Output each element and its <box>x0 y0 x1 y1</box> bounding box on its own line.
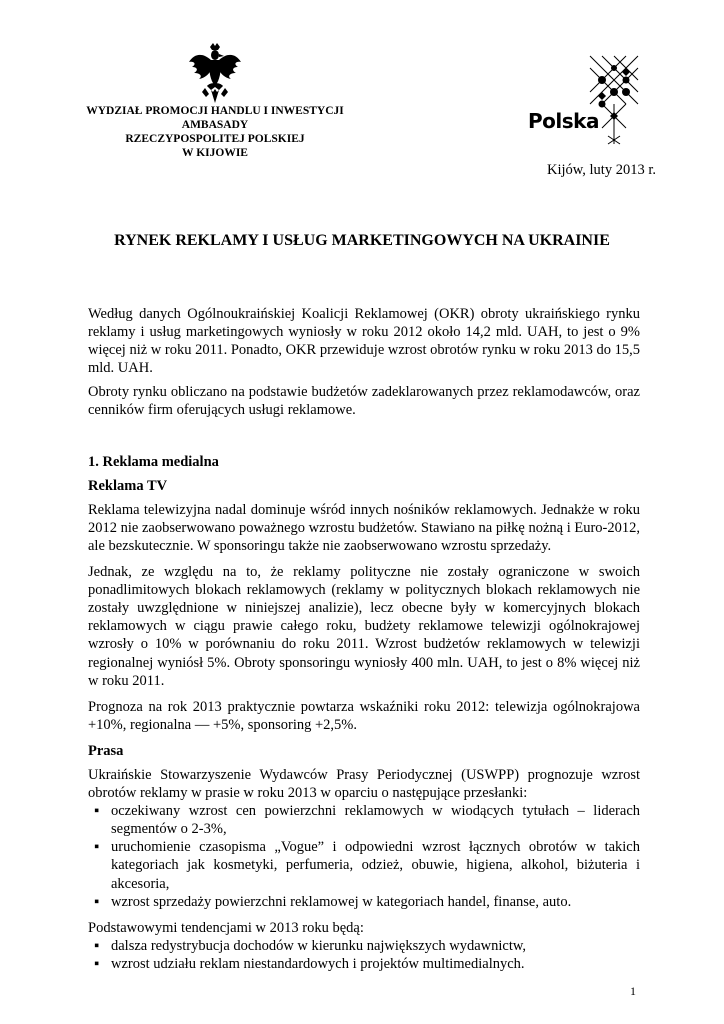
org-line: RZECZYPOSPOLITEJ POLSKIEJ <box>125 133 305 145</box>
organization-name <box>70 104 360 160</box>
bullet-icon: ▪ <box>94 893 100 910</box>
intro-paragraph: Według danych Ogólnoukraińskiej Koalicji Reklamowej (OKR) obroty ukraińskiego rynku reklamy i usług marketingowych wyniosły w roku 2012 około 14,2 mld. UAH, to jest o 9% więcej niż w roku 2011. Ponadto, OKR przewiduje wzrost obrotów rynku w roku 2013 do 15,5 mld. UAH. <box>88 306 640 377</box>
page-number: 1 <box>630 984 636 998</box>
tv-paragraph: Jednak, ze względu na to, że reklamy polityczne nie zostały ograniczone w swoich ponadlimitowych blokach reklamowych (reklamy w politycznych blokach reklamowych nie zostały uwzględnione w niniejszej analizie), lecz obecne były w komercyjnych blokach reklamowych w ciągu prawie całego roku, budżety reklamowe telewizji ogólnokrajowej wzrosły o 10% w porównaniu do roku 2011. Wzrost budżetów reklamowych w telewizji regionalnej wyniósł 5%. Obroty sponsoringu wyniosły 400 mln. UAH, to jest o 8% więcej niż w roku 2011. <box>88 564 640 689</box>
bullet-icon: ▪ <box>94 937 100 954</box>
list-item: ▪ wzrost sprzedaży powierzchni reklamowej w kategoriach handel, finanse, auto. <box>94 893 572 910</box>
list-item: ▪ uruchomienie czasopisma „Vogue” i odpowiedni wzrost łącznych obrotów w takich kategoriach jak kosmetyki, perfumeria, odzież, obuwie, higiena, alkohol, biżuteria i akcesoria, <box>94 839 640 892</box>
polska-logo-pattern-icon <box>528 48 646 148</box>
bullet-icon: ▪ <box>94 803 100 820</box>
press-intro: Ukraińskie Stowarzyszenie Wydawców Prasy Periodycznej (USWPP) prognozuje wzrost obrotów reklamy w prasie w roku 2013 w oparciu o następujące przesłanki: <box>88 766 640 802</box>
polish-eagle-emblem-icon <box>188 42 242 104</box>
org-line: WYDZIAŁ PROMOCJI HANDLU I INWESTYCJI <box>86 105 344 117</box>
trends-intro: Podstawowymi tendencjami w 2013 roku będą: <box>88 919 364 936</box>
subsection-heading-tv: Reklama TV <box>88 477 168 494</box>
subsection-heading-press: Prasa <box>88 742 124 759</box>
tv-paragraph: Reklama telewizyjna nadal dominuje wśród innych nośników reklamowych. Jednakże w roku 2012 nie zaobserwowano poważnego wzrostu budżetów. Stawiano na piłkę nożną i Euro-2012, ale bezskutecznie. W sponsoringu także nie zaobserwowano wzrostu sprzedaży. <box>88 501 640 554</box>
press-bullet-list <box>88 802 640 911</box>
org-line: AMBASADY <box>181 119 249 131</box>
org-line: W KIJOWIE <box>182 147 248 159</box>
list-item: ▪ dalsza redystrybucja dochodów w kierunku największych wydawnictw, <box>94 937 527 954</box>
trends-bullet-list <box>88 937 640 973</box>
document-date: Kijów, luty 2013 r. <box>546 162 656 178</box>
bullet-icon: ▪ <box>94 955 100 972</box>
tv-paragraph: Prognoza na rok 2013 praktycznie powtarza wskaźniki roku 2012: telewizja ogólnokrajowa +10%, regionalna — +5%, sponsoring +2,5%. <box>88 698 640 733</box>
list-item: ▪ wzrost udziału reklam niestandardowych i projektów multimedialnych. <box>94 955 525 972</box>
document-body <box>88 305 640 981</box>
list-item: ▪ oczekiwany wzrost cen powierzchni reklamowych w wiodących tytułach – liderach segmentów o 2-3%, <box>94 803 640 838</box>
intro-paragraph: Obroty rynku obliczano na podstawie budżetów zadeklarowanych przez reklamodawców, oraz cenników firm oferujących usługi reklamowe. <box>88 384 640 419</box>
document-title: RYNEK REKLAMY I USŁUG MARKETINGOWYCH NA UKRAINIE <box>114 232 610 249</box>
bullet-icon: ▪ <box>94 839 100 856</box>
polska-logo-text: Polska <box>528 109 599 133</box>
section-heading: 1. Reklama medialna <box>88 453 219 470</box>
